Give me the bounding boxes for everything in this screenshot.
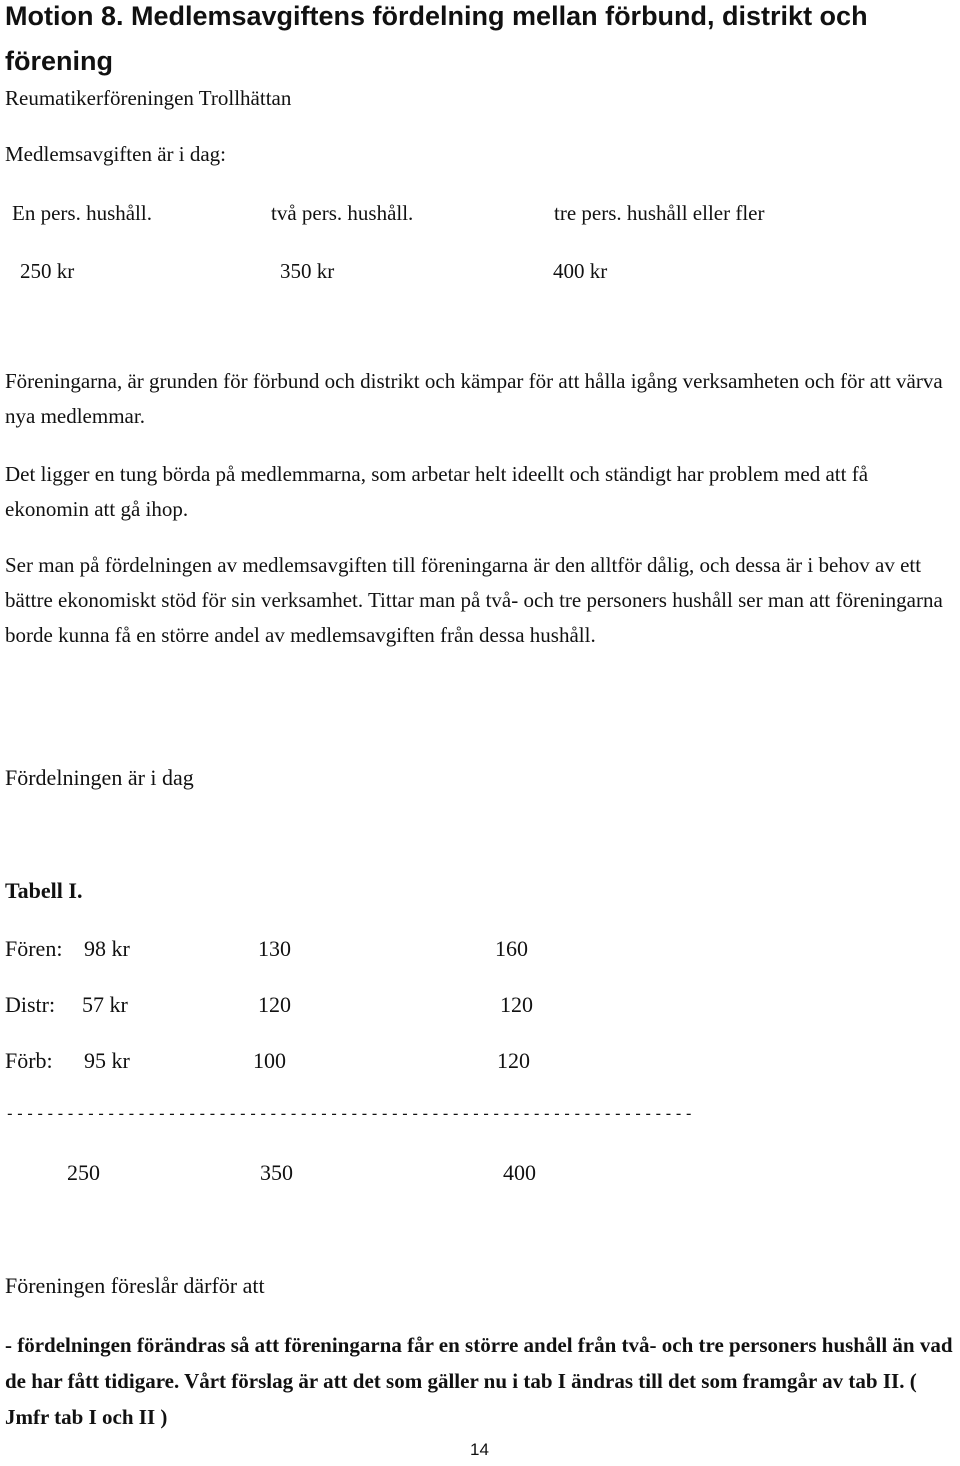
table-cell: 120 [497,1048,530,1073]
table-title: Tabell I. [5,878,83,903]
fee-header-one-person: En pers. hushåll. [12,201,152,225]
fee-header-three-person: tre pers. hushåll eller fler [554,201,765,225]
page-number: 14 [470,1440,489,1459]
total-cell: 250 [67,1160,100,1185]
row-label-forb: Förb: [5,1048,53,1073]
organization-name: Reumatikerföreningen Trollhättan [5,86,292,110]
table-cell: 95 kr [84,1048,130,1073]
fee-intro: Medlemsavgiften är i dag: [5,142,227,166]
paragraph: Det ligger en tung börda på medlemmarna, som arbetar helt ideellt och ständigt har problem med att få ekonomin att gå ihop. [5,462,869,521]
proposal-intro: Föreningen föreslår därför att [5,1273,265,1298]
table-cell: 130 [258,936,291,961]
row-label-distr: Distr: [5,992,56,1017]
table-separator: -------------------------------------------------------------------- [5,1104,695,1123]
table-cell: 98 kr [84,936,130,961]
distribution-heading: Fördelningen är i dag [5,765,194,790]
row-label-foren: Fören: [5,936,63,961]
table-cell: 57 kr [82,992,128,1017]
table-cell: 160 [495,936,528,961]
fee-value-three-person: 400 kr [553,259,608,283]
table-cell: 100 [253,1048,286,1073]
fee-value-two-person: 350 kr [280,259,335,283]
total-cell: 400 [503,1160,536,1185]
paragraph: Föreningarna, är grunden för förbund och distrikt och kämpar för att hålla igång verksamheten och för att värva nya medlemmar. [5,369,943,428]
table-cell: 120 [258,992,291,1017]
proposal-text: - fördelningen förändras så att föreningarna får en större andel från två- och tre personers hushåll än vad de har fått tidigare. Vårt förslag är att det som gäller nu i tab I ändras till det som framgår av tab II. ( Jmfr tab I och II ) [5,1333,953,1429]
total-cell: 350 [260,1160,293,1185]
fee-value-one-person: 250 kr [20,259,75,283]
fee-header-two-person: två pers. hushåll. [271,201,414,225]
table-cell: 120 [500,992,533,1017]
paragraph: Ser man på fördelningen av medlemsavgiften till föreningarna är den alltför dålig, och dessa är i behov av ett bättre ekonomiskt stöd för sin verksamhet. Tittar man på två- och tre personers hushåll ser man att föreningarna borde kunna få en större andel av medlemsavgiften från dessa hushåll. [5,553,943,647]
page-title: Motion 8. Medlemsavgiftens fördelning mellan förbund, distrikt och förening [5,1,868,76]
